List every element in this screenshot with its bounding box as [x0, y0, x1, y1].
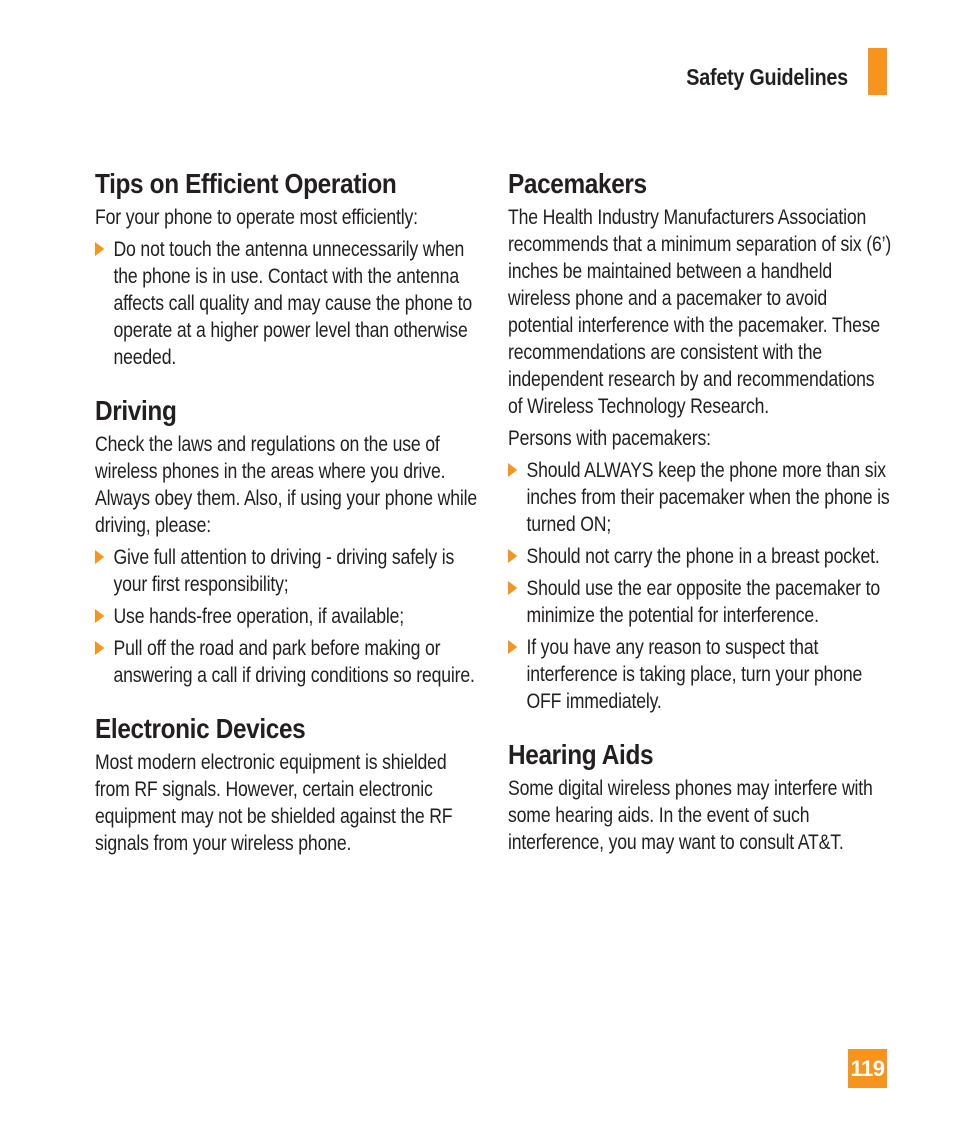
- bullet-arrow-icon: [508, 549, 517, 563]
- section-intro-driving: Check the laws and regulations on the use of wireless phones in the areas where you drive. Always obey them. Also, if using your phone while driving, please:: [95, 433, 478, 537]
- list-item: If you have any reason to suspect that interference is taking place, turn your phone OFF immediately.: [508, 634, 892, 715]
- section-body-electronic: Most modern electronic equipment is shielded from RF signals. However, certain electronic equipment may not be shielded against the RF signals from your wireless phone.: [95, 751, 453, 855]
- section-heading-tips: Tips on Efficient Operation: [95, 168, 397, 199]
- list-item: Pull off the road and park before making or answering a call if driving conditions so require.: [95, 635, 483, 689]
- list-item: Do not touch the antenna unnecessarily when the phone is in use. Contact with the antenna affects call quality and may cause the phone to operate at a higher power level than otherwise needed.: [95, 236, 483, 371]
- bullet-list-driving: [95, 544, 483, 689]
- right-column: [508, 166, 892, 861]
- section-intro-tips: For your phone to operate most efficiently:: [95, 206, 418, 229]
- bullet-arrow-icon: [95, 242, 104, 256]
- header-accent-tab: [868, 48, 887, 95]
- section-pacemakers: [508, 166, 892, 715]
- list-item: Should not carry the phone in a breast pocket.: [508, 543, 892, 570]
- section-body-hearing: Some digital wireless phones may interfere with some hearing aids. In the event of such interference, you may want to consult AT&T.: [508, 777, 873, 854]
- section-tips-efficient-operation: [95, 166, 483, 371]
- bullet-arrow-icon: [508, 640, 517, 654]
- list-item: Give full attention to driving - driving safely is your first responsibility;: [95, 544, 483, 598]
- section-electronic-devices: [95, 711, 483, 857]
- bullet-arrow-icon: [95, 641, 104, 655]
- section-driving: [95, 393, 483, 689]
- bullet-arrow-icon: [508, 463, 517, 477]
- list-item: Use hands-free operation, if available;: [95, 603, 483, 630]
- section-intro-pacemakers: Persons with pacemakers:: [508, 427, 711, 450]
- section-heading-driving: Driving: [95, 395, 177, 426]
- list-item: Should use the ear opposite the pacemaker to minimize the potential for interference.: [508, 575, 892, 629]
- section-body-pacemakers: The Health Industry Manufacturers Association recommends that a minimum separation of six (6’) inches be maintained between a handheld wireless phone and a pacemaker to avoid potential interference with the pacemaker. These recommendations are consistent with the independent research by and recommendations of Wireless Technology Research.: [508, 206, 892, 418]
- section-heading-electronic: Electronic Devices: [95, 713, 306, 744]
- section-hearing-aids: [508, 737, 892, 856]
- running-header-title: Safety Guidelines: [686, 64, 848, 90]
- bullet-arrow-icon: [508, 581, 517, 595]
- list-item: Should ALWAYS keep the phone more than six inches from their pacemaker when the phone is turned ON;: [508, 457, 892, 538]
- section-heading-pacemakers: Pacemakers: [508, 168, 647, 199]
- bullet-arrow-icon: [95, 609, 104, 623]
- section-heading-hearing: Hearing Aids: [508, 739, 654, 770]
- page-number-badge: 119: [848, 1049, 887, 1088]
- bullet-list-pacemakers: [508, 457, 892, 715]
- bullet-arrow-icon: [95, 550, 104, 564]
- left-column: [95, 166, 483, 862]
- bullet-list-tips: [95, 236, 483, 371]
